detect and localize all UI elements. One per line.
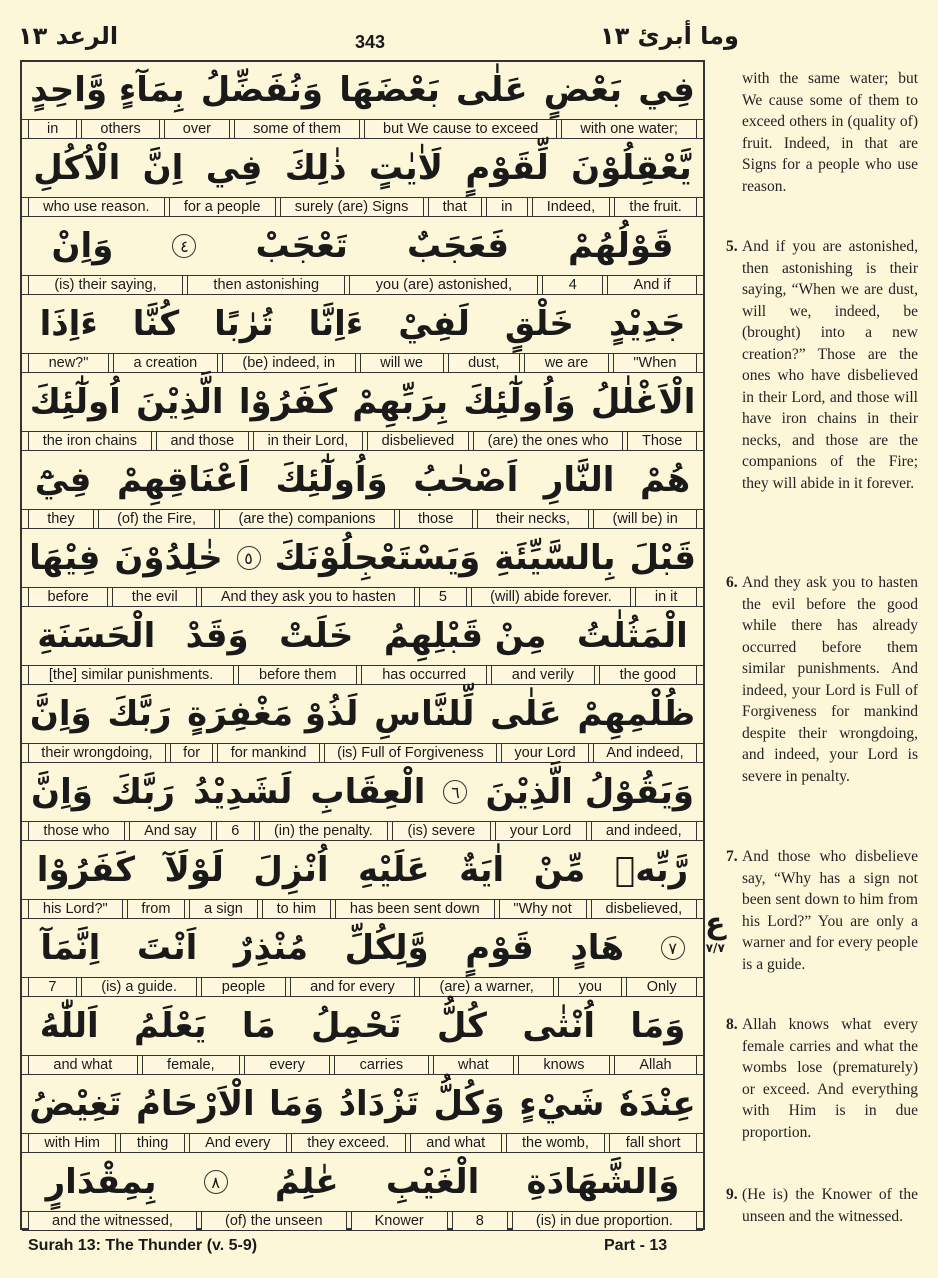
english-gloss: a sign — [189, 899, 257, 919]
arabic-word: ٨ — [204, 1170, 228, 1194]
arabic-word: الْغَيْبِ — [385, 1162, 480, 1202]
arabic-word: بِمَآءٍ وَّاحِدٍ — [30, 70, 185, 110]
arabic-word: خَلْقٍ — [504, 304, 574, 344]
english-gloss: to him — [262, 899, 331, 919]
arabic-line — [22, 62, 703, 118]
arabic-word: عَلَيْهِ — [358, 850, 430, 890]
english-gloss: those who — [28, 821, 125, 841]
english-gloss: before — [28, 587, 108, 607]
ruku-marker — [705, 906, 726, 955]
verse-row — [22, 1154, 703, 1232]
english-gloss: and indeed, — [591, 821, 697, 841]
arabic-word: عٰلِمُ — [274, 1162, 339, 1202]
english-gloss: and what — [28, 1055, 138, 1075]
english-gloss-line — [22, 119, 703, 139]
english-gloss-line — [22, 899, 703, 919]
arabic-word: رَّبِّهٖ — [614, 850, 689, 890]
english-gloss: dust, — [448, 353, 521, 373]
english-gloss: disbelieved — [367, 431, 469, 451]
arabic-word: كُلُّ — [436, 1006, 487, 1046]
arabic-word: عَلٰى — [490, 694, 562, 734]
arabic-word: لَفِيْ — [398, 304, 470, 344]
arabic-word: بِالسَّيِّئَةِ — [494, 538, 616, 578]
english-gloss: female, — [142, 1055, 240, 1075]
arabic-word: وَقَدْ — [185, 616, 249, 656]
translation-text: (He is) the Knower of the unseen and the witnessed. — [742, 1186, 918, 1225]
english-gloss: will we — [360, 353, 444, 373]
english-gloss: disbelieved, — [591, 899, 697, 919]
arabic-word: بَعْضٍ — [543, 70, 623, 110]
arabic-word: قَوْلُهُمْ — [568, 226, 674, 266]
english-gloss: who use reason. — [28, 197, 165, 217]
english-gloss: [the] similar punishments. — [28, 665, 234, 685]
arabic-word: يَّعْقِلُوْنَ — [571, 148, 692, 188]
arabic-word: اَللّٰهُ — [39, 1006, 99, 1046]
translation-text: with the same water; but We cause some of them to exceed others in (quality of) fruit. Indeed, in that are Signs for a people who use reason. — [742, 70, 918, 195]
english-gloss: (is) their saying, — [28, 275, 183, 295]
verse-row — [22, 764, 703, 842]
arabic-word: وَيَقُوْلُ الَّذِيْنَ — [485, 772, 694, 812]
english-gloss: (of) the Fire, — [98, 509, 215, 529]
verse-row — [22, 452, 703, 530]
arabic-word: بَعْضَهَا — [339, 70, 440, 110]
english-gloss: for mankind — [217, 743, 319, 763]
arabic-word: تُرٰبًا — [214, 304, 274, 344]
arabic-line — [22, 452, 703, 508]
english-gloss: with Him — [28, 1133, 116, 1153]
english-gloss: (are) the ones who — [473, 431, 623, 451]
arabic-word: كَفَرُوْا — [36, 850, 135, 890]
arabic-word: عَلٰى — [456, 70, 528, 110]
arabic-word: ءَاِذَا — [39, 304, 98, 344]
english-gloss: his Lord?" — [28, 899, 123, 919]
english-gloss: those — [399, 509, 473, 529]
english-gloss: a creation — [113, 353, 218, 373]
english-gloss: the good — [599, 665, 697, 685]
english-gloss: and the witnessed, — [28, 1211, 197, 1231]
english-gloss: "Why not — [499, 899, 587, 919]
english-gloss: (of) the unseen — [201, 1211, 347, 1231]
arabic-word: وَاِنَّ — [29, 694, 92, 734]
english-gloss: the womb, — [506, 1133, 606, 1153]
arabic-word: عِنْدَهٗ — [618, 1084, 696, 1124]
arabic-word: اٰيَةٌ — [459, 850, 505, 890]
arabic-word: قَبْلَ — [629, 538, 697, 578]
arabic-word: الْاَغْلٰلُ — [590, 382, 696, 422]
english-gloss: in — [486, 197, 528, 217]
arabic-word: لَاٰيٰتٍ — [368, 148, 443, 188]
english-gloss-line — [22, 587, 703, 607]
english-gloss-line — [22, 509, 703, 529]
arabic-word: اَعْنَاقِهِمْ — [117, 460, 250, 500]
english-gloss-line — [22, 197, 703, 217]
arabic-word: تَغِيْضُ — [29, 1084, 122, 1124]
english-gloss: And if — [607, 275, 697, 295]
arabic-line — [22, 374, 703, 430]
translation-text: Allah knows what every female carries and what the wombs lose (prematurely) or exceed. And everything with Him is in due proportion. — [742, 1016, 918, 1141]
english-gloss: in it — [635, 587, 697, 607]
arabic-word: الْحَسَنَةِ — [37, 616, 156, 656]
arabic-word: وَنُفَضِّلُ — [200, 70, 324, 110]
arabic-line — [22, 1154, 703, 1210]
english-gloss: (will) abide forever. — [471, 587, 632, 607]
arabic-word: رَبَّكَ — [107, 694, 172, 734]
arabic-word: وَّلِكُلِّ — [344, 928, 429, 968]
english-gloss: (are) a warner, — [419, 977, 554, 997]
english-gloss: their necks, — [477, 509, 590, 529]
arabic-word: ذٰلِكَ — [284, 148, 347, 188]
verse-number: 6. — [726, 574, 738, 591]
english-gloss: (be) indeed, in — [222, 353, 356, 373]
arabic-word: الَّذِيْنَ — [136, 382, 224, 422]
arabic-word: وَاُولٰٓئِكَ — [463, 382, 576, 422]
english-gloss: "When — [613, 353, 697, 373]
arabic-word: ٤ — [172, 234, 196, 258]
ruku-count: ٧/٧ — [705, 941, 725, 955]
arabic-word: اِنَّمَآ — [40, 928, 101, 968]
english-gloss: the evil — [112, 587, 197, 607]
footer-surah: Surah 13: The Thunder (v. 5-9) — [28, 1237, 258, 1254]
english-gloss: in — [28, 119, 77, 139]
english-gloss: for — [170, 743, 214, 763]
arabic-word: يَعْلَمُ — [134, 1006, 207, 1046]
arabic-word: قَوْمٍ — [465, 928, 534, 968]
english-gloss: in their Lord, — [253, 431, 363, 451]
translation-paragraph — [726, 236, 918, 494]
arabic-line — [22, 686, 703, 742]
arabic-word: فِيْهَا — [29, 538, 101, 578]
verse-row — [22, 842, 703, 920]
arabic-line — [22, 764, 703, 820]
translation-paragraph — [726, 572, 918, 787]
english-gloss-line — [22, 665, 703, 685]
translation-paragraph — [742, 68, 918, 197]
english-gloss: (is) in due proportion. — [512, 1211, 697, 1231]
verse-row — [22, 140, 703, 218]
arabic-word: مُنْذِرٌ — [233, 928, 309, 968]
english-gloss: and for every — [290, 977, 415, 997]
verse-row — [22, 998, 703, 1076]
english-gloss: the iron chains — [28, 431, 152, 451]
english-gloss-line — [22, 977, 703, 997]
english-gloss: what — [433, 1055, 514, 1075]
arabic-word: اِنَّ — [142, 148, 184, 188]
arabic-line — [22, 608, 703, 664]
verse-row — [22, 1076, 703, 1154]
arabic-line — [22, 296, 703, 352]
english-gloss: 7 — [28, 977, 77, 997]
english-gloss: we are — [524, 353, 609, 373]
verse-row — [22, 920, 703, 998]
english-gloss: Those — [627, 431, 697, 451]
english-gloss: and those — [156, 431, 249, 451]
footer-part: Part - 13 — [604, 1237, 668, 1254]
arabic-line — [22, 842, 703, 898]
verse-number: 5. — [726, 238, 738, 255]
arabic-line — [22, 1076, 703, 1132]
english-gloss: they — [28, 509, 94, 529]
english-gloss: before them — [238, 665, 357, 685]
arabic-word: اَصْحٰبُ — [413, 460, 519, 500]
arabic-word: النَّارِ — [543, 460, 615, 500]
english-gloss: your Lord — [495, 821, 587, 841]
arabic-word: مَا — [241, 1006, 276, 1046]
english-gloss: others — [81, 119, 159, 139]
arabic-word: اُنْثٰى — [522, 1006, 596, 1046]
arabic-word: لِّلنَّاسِ — [374, 694, 475, 734]
verse-row — [22, 686, 703, 764]
arabic-word: لِّقَوْمٍ — [465, 148, 549, 188]
arabic-word: رَبَّكَ — [110, 772, 175, 812]
arabic-word: وَاِنْ — [51, 226, 114, 266]
english-gloss: carries — [334, 1055, 428, 1075]
english-gloss-line — [22, 353, 703, 373]
translation-text: And those who disbelieve say, “Why has a sign not been sent down to him from his Lord?” You are only a warner and for every people is a guide. — [742, 848, 918, 973]
english-gloss-line — [22, 821, 703, 841]
english-gloss: has been sent down — [335, 899, 495, 919]
english-gloss: thing — [120, 1133, 184, 1153]
arabic-word: الْعِقَابِ — [310, 772, 426, 812]
arabic-word: وَمَا — [269, 1084, 325, 1124]
english-gloss: (is) severe — [392, 821, 490, 841]
english-gloss-line — [22, 1133, 703, 1153]
english-gloss-line — [22, 1055, 703, 1075]
english-gloss: with one water; — [561, 119, 697, 139]
english-gloss: (are the) companions — [219, 509, 394, 529]
arabic-word: تَزْدَادُ — [338, 1084, 420, 1124]
english-gloss: the fruit. — [614, 197, 697, 217]
arabic-word: بِرَبِّهِمْ — [352, 382, 449, 422]
english-gloss: then astonishing — [187, 275, 345, 295]
arabic-word: وَكُلُّ — [433, 1084, 505, 1124]
arabic-word: مِنْ قَبْلِهِمُ — [383, 616, 547, 656]
english-gloss: surely (are) Signs — [280, 197, 424, 217]
arabic-word: فِي — [638, 70, 695, 110]
arabic-word: وَاُولٰٓئِكَ — [275, 460, 388, 500]
english-gloss: people — [201, 977, 285, 997]
arabic-word: الْاَرْحَامُ — [135, 1084, 255, 1124]
english-gloss: for a people — [169, 197, 276, 217]
arabic-line — [22, 530, 703, 586]
translation-text: And they ask you to hasten the evil before the good while there has already occurred before them similar punishments. And indeed, your Lord is Full of Forgiveness for mankind despite their wrongdoing, and indeed, your Lord is severe in penalty. — [742, 574, 918, 785]
english-gloss: 5 — [419, 587, 466, 607]
arabic-word: شَيْءٍ — [519, 1084, 605, 1124]
verse-number: 9. — [726, 1186, 738, 1203]
english-gloss: Allah — [614, 1055, 697, 1075]
translation-paragraph — [726, 1014, 918, 1143]
english-gloss: and verily — [491, 665, 595, 685]
english-gloss: (is) a guide. — [81, 977, 198, 997]
arabic-word: تَحْمِلُ — [311, 1006, 402, 1046]
english-gloss: (is) Full of Forgiveness — [324, 743, 497, 763]
arabic-word: ٧ — [661, 936, 685, 960]
english-gloss: And indeed, — [593, 743, 697, 763]
arabic-line — [22, 920, 703, 976]
english-gloss: (will be) in — [593, 509, 697, 529]
english-gloss: over — [164, 119, 230, 139]
english-gloss-line — [22, 1211, 703, 1231]
arabic-word: اَنْتَ — [136, 928, 198, 968]
arabic-word: لَشَدِيْدُ — [192, 772, 293, 812]
english-gloss-line — [22, 743, 703, 763]
translation-text: And if you are astonished, then astonishing is their saying, “When we are dust, will we, indeed, be (brought) into a new creation?” Those are the ones who have disbelieved in their Lord, and those will have iron chains in their necks, and those are the companions of the Fire; they will abide in it forever. — [742, 238, 918, 492]
arabic-word: تَعْجَبْ — [255, 226, 348, 266]
arabic-word: الْمَثُلٰتُ — [576, 616, 688, 656]
arabic-word: اُنْزِلَ — [253, 850, 329, 890]
english-gloss: you (are) astonished, — [349, 275, 538, 295]
verse-number: 7. — [726, 848, 738, 865]
arabic-word: بِمِقْدَارٍ — [45, 1162, 157, 1202]
english-gloss: And say — [129, 821, 212, 841]
header-surah-arabic: الرعد ١٣ — [18, 22, 119, 50]
english-gloss: knows — [518, 1055, 610, 1075]
english-gloss: Indeed, — [532, 197, 611, 217]
arabic-word: مِّنْ — [533, 850, 586, 890]
arabic-word: ءَاِنَّا — [308, 304, 364, 344]
arabic-word: جَدِيْدٍ — [608, 304, 686, 344]
english-gloss: Only — [626, 977, 697, 997]
arabic-word: خَلَتْ — [279, 616, 354, 656]
english-gloss: from — [127, 899, 186, 919]
english-gloss: their wrongdoing, — [28, 743, 166, 763]
english-gloss: (in) the penalty. — [259, 821, 389, 841]
english-gloss: your Lord — [501, 743, 589, 763]
english-gloss: and what — [410, 1133, 502, 1153]
arabic-word: وَالشَّهَادَةِ — [526, 1162, 680, 1202]
english-gloss: every — [244, 1055, 330, 1075]
arabic-word: اُولٰٓئِكَ — [29, 382, 121, 422]
arabic-word: هَادٍ — [570, 928, 625, 968]
english-gloss: 6 — [216, 821, 255, 841]
verse-row — [22, 608, 703, 686]
arabic-word: وَاِنَّ — [31, 772, 93, 812]
english-gloss: some of them — [234, 119, 360, 139]
verse-row — [22, 62, 703, 140]
english-gloss: 4 — [542, 275, 603, 295]
arabic-word: هُمْ — [639, 460, 691, 500]
verse-row — [22, 218, 703, 296]
arabic-word: الْاُكُلِ — [33, 148, 121, 188]
verse-row — [22, 374, 703, 452]
verse-row — [22, 530, 703, 608]
arabic-word: فَعَجَبٌ — [407, 226, 509, 266]
arabic-word: لَوْلَآ — [164, 850, 224, 890]
translation-paragraph — [726, 1184, 918, 1227]
english-gloss-line — [22, 275, 703, 295]
english-gloss: you — [558, 977, 622, 997]
word-by-word-grid — [20, 60, 705, 1230]
arabic-word: خٰلِدُوْنَ — [114, 538, 223, 578]
arabic-line — [22, 140, 703, 196]
arabic-word: ٥ — [237, 546, 261, 570]
english-gloss: new?" — [28, 353, 109, 373]
verse-row — [22, 296, 703, 374]
arabic-line — [22, 998, 703, 1054]
english-gloss: 8 — [452, 1211, 508, 1231]
english-gloss: that — [428, 197, 482, 217]
arabic-word: وَيَسْتَعْجِلُوْنَكَ — [274, 538, 481, 578]
header-juz-arabic: وما أبرئ ١٣ — [600, 22, 739, 50]
arabic-word: لَذُوْ مَغْفِرَةٍ — [187, 694, 359, 734]
english-gloss: they exceed. — [291, 1133, 406, 1153]
arabic-line — [22, 218, 703, 274]
arabic-word: وَمَا — [630, 1006, 686, 1046]
english-gloss: Knower — [351, 1211, 448, 1231]
ruku-letter: ع — [705, 906, 726, 941]
translation-paragraph — [726, 846, 918, 975]
verse-number: 8. — [726, 1016, 738, 1033]
english-gloss: but We cause to exceed — [364, 119, 557, 139]
arabic-word: فِيْٓ — [34, 460, 92, 500]
arabic-word: ٦ — [443, 780, 467, 804]
english-gloss-line — [22, 431, 703, 451]
arabic-word: ظُلْمِهِمْ — [577, 694, 696, 734]
arabic-word: كَفَرُوْا — [238, 382, 337, 422]
arabic-word: فِي — [205, 148, 263, 188]
page-number: 343 — [354, 32, 386, 52]
english-gloss: And they ask you to hasten — [201, 587, 415, 607]
arabic-word: كُنَّا — [132, 304, 180, 344]
english-gloss: has occurred — [361, 665, 487, 685]
english-gloss: And every — [189, 1133, 287, 1153]
english-gloss: fall short — [609, 1133, 697, 1153]
